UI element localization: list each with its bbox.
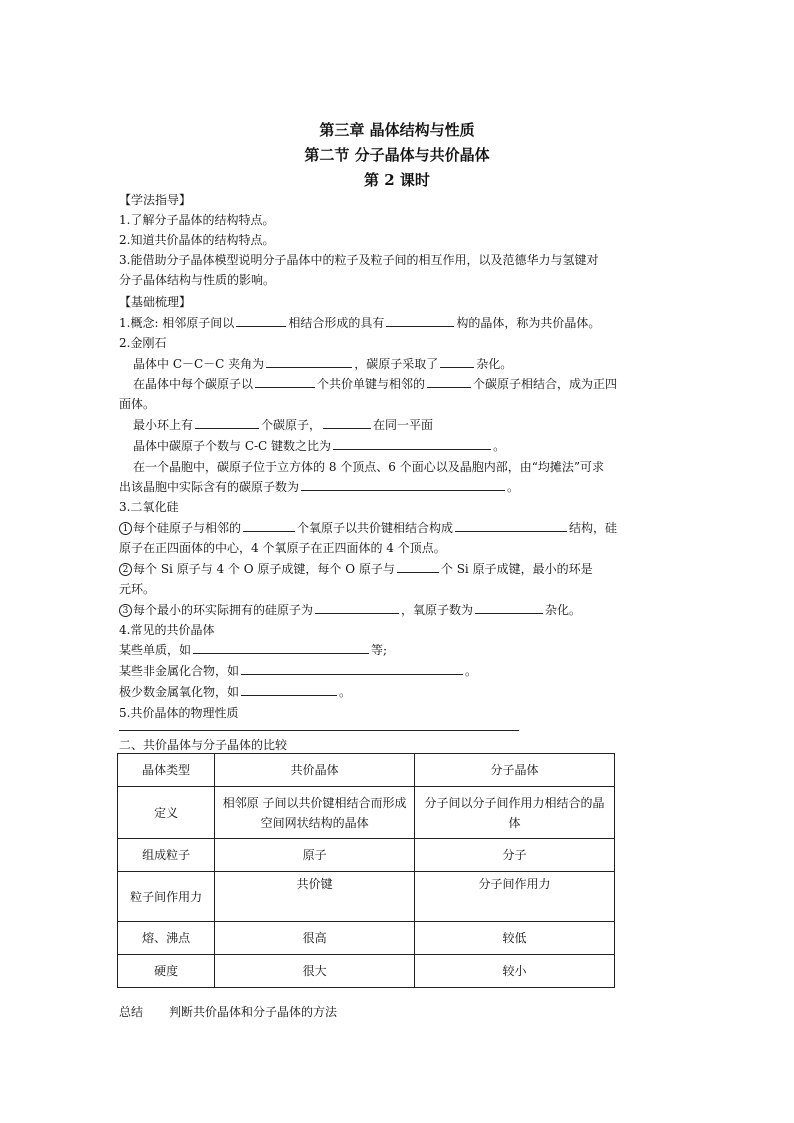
table-header-cell: 分子晶体 xyxy=(415,754,615,787)
guide-item-1: 1.了解分子晶体的结构特点。 xyxy=(119,213,275,227)
fill-blank[interactable] xyxy=(241,662,463,675)
common-line-1 xyxy=(119,641,679,659)
fill-blank[interactable] xyxy=(397,560,439,573)
fill-blank[interactable] xyxy=(241,683,337,696)
text: 杂化。 xyxy=(476,357,513,371)
text: 出该晶胞中实际含有的碳原子数为 xyxy=(119,480,300,494)
fill-blank[interactable] xyxy=(193,641,369,654)
table-cell: 粒子间作用力 xyxy=(118,872,215,922)
table-cell: 组成粒子 xyxy=(118,839,215,872)
concept-line xyxy=(119,314,679,332)
text: 个碳原子相结合，成为正四 xyxy=(473,377,618,391)
table-row xyxy=(118,955,615,988)
text: 。 xyxy=(339,685,352,699)
text: 每个最小的环实际拥有的硅原子为 xyxy=(133,603,314,617)
text: ，碳原子采取了 xyxy=(354,357,439,371)
text: 个氧原子以共价键相结合构成 xyxy=(297,521,454,535)
circled-number: 1 xyxy=(119,522,132,535)
sio2-point-1-cont: 原子在正四面体的中心，4 个氧原子在正四面体的 4 个顶点。 xyxy=(119,541,446,555)
fill-blank[interactable] xyxy=(266,355,352,368)
diamond-bond-line xyxy=(119,375,693,393)
text: 每个 Si 原子与 4 个 O 原子成键，每个 O 原子与 xyxy=(133,562,395,576)
table-header-row xyxy=(118,754,615,787)
text: 在同一平面 xyxy=(373,418,434,432)
guide-item-2: 2.知道共价晶体的结构特点。 xyxy=(119,233,275,247)
diamond-cell-line: 在一个晶胞中，碳原子位于立方体的 8 个顶点、6 个面心以及晶胞内部，由“均摊法”可求 xyxy=(133,460,604,474)
text: 。 xyxy=(465,664,478,678)
text: 晶体中 C－C－C 夹角为 xyxy=(133,357,265,371)
table-cell: 相邻原 子间以共价键相结合而形成空间网状结构的晶体 xyxy=(215,787,415,839)
fill-blank[interactable] xyxy=(427,375,471,388)
circled-number: 2 xyxy=(119,563,132,576)
fill-blank[interactable] xyxy=(255,375,315,388)
fill-blank[interactable] xyxy=(440,355,474,368)
section-title: 第二节 分子晶体与共价晶体 xyxy=(304,146,490,164)
guide-item-3-cont: 分子晶体结构与性质的影响。 xyxy=(119,273,276,287)
answer-line[interactable] xyxy=(119,730,519,731)
text: 构的晶体，称为共价晶体。 xyxy=(456,316,601,330)
table-cell: 较小 xyxy=(415,955,615,988)
basics-heading: 【基础梳理】 xyxy=(119,295,192,309)
fill-blank[interactable] xyxy=(333,437,491,450)
text: 。 xyxy=(493,439,506,453)
text: 杂化。 xyxy=(545,603,582,617)
text: 每个硅原子与相邻的 xyxy=(133,521,242,535)
table-cell: 熔、沸点 xyxy=(118,922,215,955)
lesson-title: 第 2 课时 xyxy=(364,171,430,189)
text: 个碳原子， xyxy=(261,418,322,432)
text: ，氧原子数为 xyxy=(401,603,474,617)
fill-blank[interactable] xyxy=(475,601,543,614)
text: 1.概念: 相邻原子间以 xyxy=(119,316,235,330)
guide-heading: 【学法指导】 xyxy=(119,193,192,207)
text: 。 xyxy=(507,480,520,494)
table-cell: 定义 xyxy=(118,787,215,839)
fill-blank[interactable] xyxy=(455,519,567,532)
text: 某些非金属化合物，如 xyxy=(119,664,240,678)
text: 某些单质，如 xyxy=(119,643,192,657)
table-cell: 共价键 xyxy=(215,872,415,922)
text: 最小环上有 xyxy=(133,418,194,432)
comparison-heading: 二、共价晶体与分子晶体的比较 xyxy=(119,738,288,752)
common-line-3 xyxy=(119,683,679,701)
text: 极少数金属氧化物，如 xyxy=(119,685,240,699)
table-header-cell: 晶体类型 xyxy=(118,754,215,787)
table-cell: 分子 xyxy=(415,839,615,872)
fill-blank[interactable] xyxy=(243,519,295,532)
diamond-cell-cont xyxy=(119,478,679,496)
diamond-heading: 2.金刚石 xyxy=(119,336,167,350)
table-cell: 硬度 xyxy=(118,955,215,988)
table-row xyxy=(118,872,615,922)
sio2-point-2-cont: 元环。 xyxy=(119,582,156,596)
fill-blank[interactable] xyxy=(386,314,454,327)
fill-blank[interactable] xyxy=(301,478,505,491)
common-line-2 xyxy=(119,662,679,680)
text: 相结合形成的具有 xyxy=(288,316,385,330)
text: 在晶体中每个碳原子以 xyxy=(133,377,254,391)
fill-blank[interactable] xyxy=(315,601,399,614)
sio2-point-1 xyxy=(119,519,679,537)
table-cell: 分子间以分子间作用力相结合的晶体 xyxy=(415,787,615,839)
sio2-point-2 xyxy=(119,560,679,578)
summary-line xyxy=(119,1003,679,1021)
fill-blank[interactable] xyxy=(236,314,286,327)
physical-heading: 5.共价晶体的物理性质 xyxy=(119,706,239,720)
fill-blank[interactable] xyxy=(323,416,371,429)
diamond-bond-cont: 面体。 xyxy=(119,397,156,411)
table-header-cell: 共价晶体 xyxy=(215,754,415,787)
text: 等; xyxy=(371,643,388,657)
diamond-ratio-line xyxy=(119,437,693,455)
text: 个共价单键与相邻的 xyxy=(317,377,426,391)
comparison-table xyxy=(117,753,615,988)
table-cell: 原子 xyxy=(215,839,415,872)
table-cell: 较低 xyxy=(415,922,615,955)
common-heading: 4.常见的共价晶体 xyxy=(119,623,215,637)
circled-number: 3 xyxy=(119,604,132,617)
chapter-title: 第三章 晶体结构与性质 xyxy=(319,121,475,139)
table-row xyxy=(118,787,615,839)
table-row xyxy=(118,922,615,955)
text: 结构，硅 xyxy=(569,521,618,535)
table-cell: 很大 xyxy=(215,955,415,988)
text: 个 Si 原子成键，最小的环是 xyxy=(440,562,593,576)
table-cell: 很高 xyxy=(215,922,415,955)
sio2-heading: 3.二氧化硅 xyxy=(119,500,179,514)
fill-blank[interactable] xyxy=(195,416,259,429)
table-row xyxy=(118,839,615,872)
table-cell: 分子间作用力 xyxy=(415,872,615,922)
diamond-angle-line xyxy=(119,355,693,373)
summary-label: 总结 xyxy=(119,1005,144,1019)
guide-item-3: 3.能借助分子晶体模型说明分子晶体中的粒子及粒子间的相互作用，以及范德华力与氢键对 xyxy=(119,253,599,267)
sio2-point-3 xyxy=(119,601,679,619)
summary-text: 判断共价晶体和分子晶体的方法 xyxy=(169,1005,338,1019)
diamond-ring-line xyxy=(119,416,693,434)
text: 晶体中碳原子个数与 C-C 键数之比为 xyxy=(133,439,332,453)
